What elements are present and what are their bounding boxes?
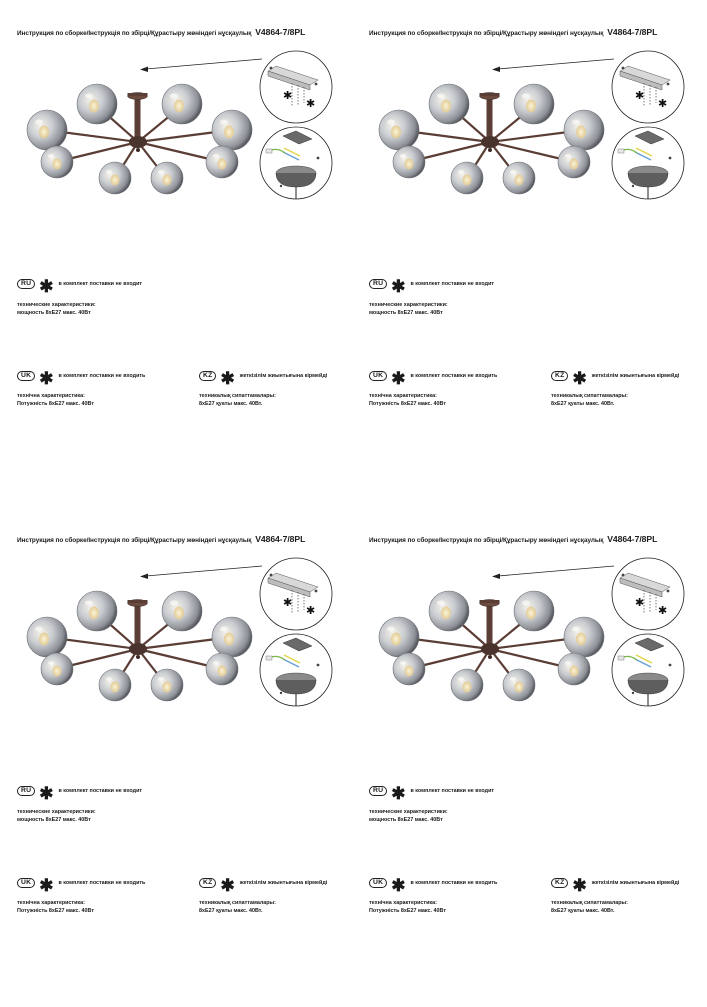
kz-note-row	[551, 876, 680, 895]
uk-specs: технічна характеристика: Потужність 8хЕ27 макс. 40Вт	[17, 900, 94, 914]
ru-badge: RU	[369, 279, 387, 289]
ru-specs: технические характеристики: мощность 8хЕ27 макс. 40Вт	[17, 809, 96, 823]
asterisk-icon: ✱	[39, 784, 54, 803]
ru-badge: RU	[369, 786, 387, 796]
ru-note-row	[369, 784, 495, 803]
ru-note: в комплект поставки не входит	[410, 788, 495, 794]
kz-badge: KZ	[551, 371, 568, 381]
kz-note: жеткізілім жиынтығына кірмейді	[239, 373, 328, 379]
instruction-sheet-2	[352, 0, 705, 500]
asterisk-icon: ✱	[220, 369, 235, 388]
asterisk-icon: ✱	[572, 369, 587, 388]
instruction-sheet-4	[352, 507, 705, 1007]
sheet-title: Инструкция по сборке/Інструкція по збірці/Құрастыру жөніндегі нұсқаулық V4864-7/8PL	[17, 534, 306, 544]
uk-specs: технічна характеристика: Потужність 8хЕ27 макс. 40Вт	[369, 900, 446, 914]
kz-note-row	[551, 369, 680, 388]
ru-badge: RU	[17, 786, 35, 796]
asterisk-icon: ✱	[391, 277, 406, 296]
ru-note: в комплект поставки не входит	[58, 788, 143, 794]
asterisk-icon: ✱	[220, 876, 235, 895]
uk-badge: UK	[17, 878, 35, 888]
ru-badge: RU	[17, 279, 35, 289]
ru-note: в комплект поставки не входит	[58, 281, 143, 287]
asterisk-icon: ✱	[39, 876, 54, 895]
sheet-title: Инструкция по сборке/Інструкція по збірці/Құрастыру жөніндегі нұсқаулық V4864-7/8PL	[369, 27, 658, 37]
kz-specs: техникалық сипаттамалары: 8хЕ27 қуаты макс. 40Вт.	[551, 393, 628, 407]
uk-note-row	[369, 369, 498, 388]
asterisk-icon: ✱	[39, 369, 54, 388]
sheet-title: Инструкция по сборке/Інструкція по збірці/Құрастыру жөніндегі нұсқаулық V4864-7/8PL	[17, 27, 306, 37]
asterisk-icon: ✱	[391, 369, 406, 388]
kz-specs: техникалық сипаттамалары: 8хЕ27 қуаты макс. 40Вт.	[551, 900, 628, 914]
uk-note-row	[17, 369, 146, 388]
kz-note: жеткізілім жиынтығына кірмейді	[591, 880, 680, 886]
kz-note-row	[199, 369, 328, 388]
sheet-title: Инструкция по сборке/Інструкція по збірці/Құрастыру жөніндегі нұсқаулық V4864-7/8PL	[369, 534, 658, 544]
uk-note-row	[17, 876, 146, 895]
uk-specs: технічна характеристика: Потужність 8хЕ27 макс. 40Вт	[369, 393, 446, 407]
ru-specs: технические характеристики: мощность 8хЕ27 макс. 40Вт	[17, 302, 96, 316]
kz-note-row	[199, 876, 328, 895]
model-number: V4864-7/8PL	[255, 534, 306, 544]
uk-note: в комплект поставки не входить	[410, 880, 498, 886]
uk-note: в комплект поставки не входить	[58, 880, 146, 886]
kz-badge: KZ	[199, 371, 216, 381]
asterisk-icon: ✱	[572, 876, 587, 895]
model-number: V4864-7/8PL	[255, 27, 306, 37]
uk-note: в комплект поставки не входить	[410, 373, 498, 379]
uk-badge: UK	[369, 878, 387, 888]
uk-specs: технічна характеристика: Потужність 8хЕ27 макс. 40Вт	[17, 393, 94, 407]
ru-note: в комплект поставки не входит	[410, 281, 495, 287]
asterisk-icon: ✱	[391, 784, 406, 803]
uk-badge: UK	[369, 371, 387, 381]
uk-note: в комплект поставки не входить	[58, 373, 146, 379]
ru-note-row	[369, 277, 495, 296]
kz-badge: KZ	[551, 878, 568, 888]
kz-note: жеткізілім жиынтығына кірмейді	[239, 880, 328, 886]
instruction-sheet-3	[0, 507, 353, 1007]
ru-note-row	[17, 277, 143, 296]
kz-specs: техникалық сипаттамалары: 8хЕ27 қуаты макс. 40Вт.	[199, 900, 276, 914]
model-number: V4864-7/8PL	[607, 534, 658, 544]
asterisk-icon: ✱	[39, 277, 54, 296]
asterisk-icon: ✱	[391, 876, 406, 895]
uk-badge: UK	[17, 371, 35, 381]
instruction-sheet-1	[0, 0, 353, 500]
ru-specs: технические характеристики: мощность 8хЕ27 макс. 40Вт	[369, 809, 448, 823]
kz-note: жеткізілім жиынтығына кірмейді	[591, 373, 680, 379]
ru-specs: технические характеристики: мощность 8хЕ27 макс. 40Вт	[369, 302, 448, 316]
model-number: V4864-7/8PL	[607, 27, 658, 37]
ru-note-row	[17, 784, 143, 803]
kz-badge: KZ	[199, 878, 216, 888]
uk-note-row	[369, 876, 498, 895]
kz-specs: техникалық сипаттамалары: 8хЕ27 қуаты макс. 40Вт.	[199, 393, 276, 407]
